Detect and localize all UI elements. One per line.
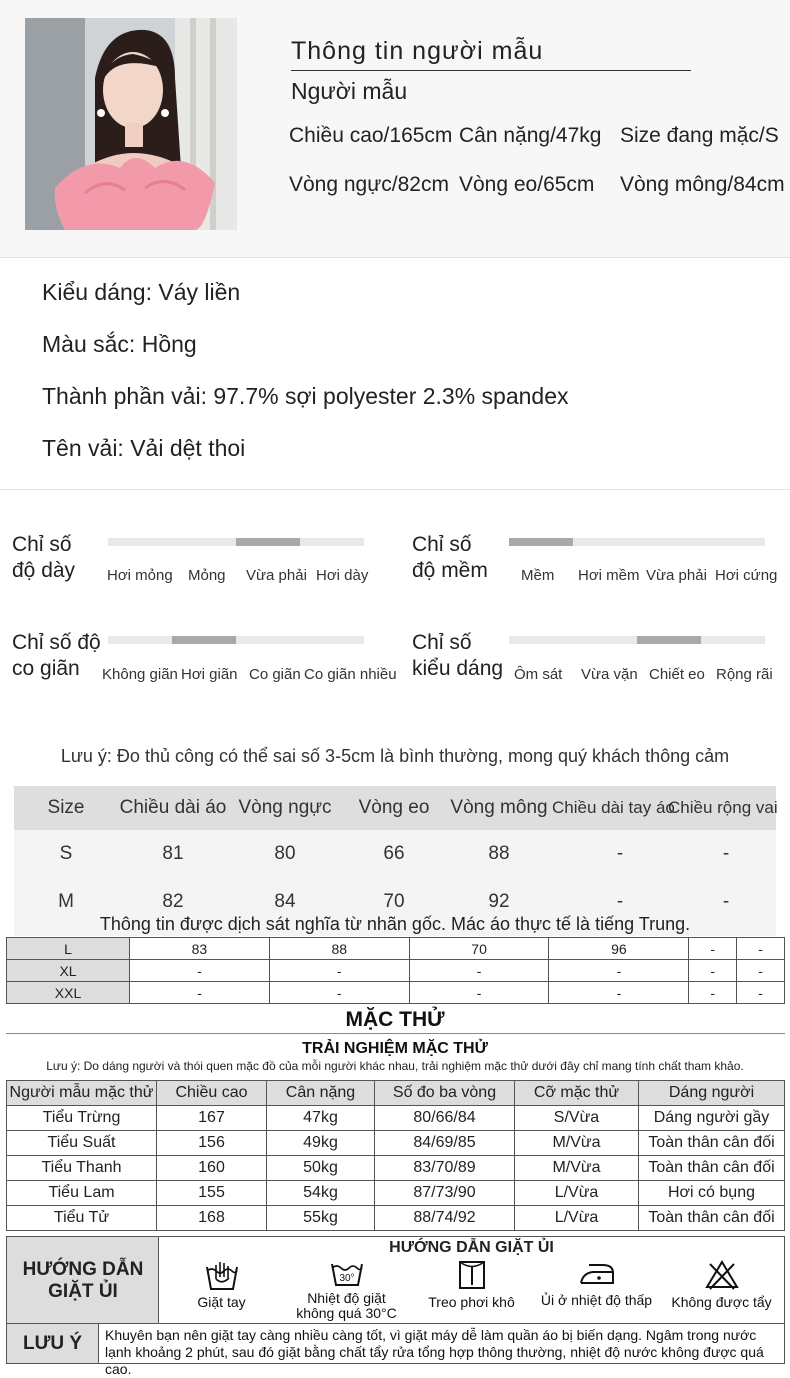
softness-label-2: Hơi mềm (578, 567, 640, 584)
size-cell: L (7, 938, 130, 960)
fit-scale (509, 636, 765, 644)
attr-fabric: Tên vải: Vải dệt thoi (42, 435, 246, 461)
size-cell: 88 (269, 938, 409, 960)
wash-temp-badge: 30° (338, 1273, 355, 1284)
size-row (7, 938, 785, 960)
wash-item-hand (159, 1259, 284, 1310)
tryon-note: Lưu ý: Do dáng người và thói quen mặc đồ của mỗi người khác nhau, trải nghiệm mặc thử dưới đây chỉ mang tính chất tham khảo. (46, 1059, 744, 1073)
tryon-cell: Tiểu Trừng (7, 1106, 157, 1131)
size-cell: 83 (130, 938, 270, 960)
wash-item-linedry (409, 1259, 534, 1310)
size-row (7, 960, 785, 982)
translation-note: Thông tin được dịch sát nghĩa từ nhãn gốc. Mác áo thực tế là tiếng Trung. (99, 914, 691, 934)
stretch-scale (108, 636, 364, 644)
fit-label-2: Vừa vặn (581, 666, 638, 683)
size-cell: 81 (162, 843, 184, 864)
model-weight: Cân nặng/47kg (459, 124, 602, 147)
softness-index-title (412, 532, 488, 584)
thickness-label-3: Vừa phải (246, 567, 307, 584)
size-cell: S (59, 843, 73, 864)
tryon-cell: Tiểu Suất (7, 1131, 157, 1156)
size-cell: 70 (383, 891, 405, 912)
wash-guide (6, 1236, 785, 1324)
header-cell: Người mẫu mặc thử (7, 1081, 157, 1106)
wash-item-label: Giặt tay (197, 1294, 246, 1310)
size-cell: - (616, 891, 624, 912)
model-hip: Vòng mông/84cm (620, 173, 785, 196)
tryon-cell: 168 (157, 1206, 267, 1231)
tryon-row (7, 1131, 785, 1156)
thickness-label-2: Mỏng (188, 567, 226, 584)
model-waist: Vòng eo/65cm (459, 173, 595, 196)
tryon-header-row (7, 1081, 785, 1106)
size-cell: 84 (274, 891, 296, 912)
care-notice (6, 1324, 785, 1377)
size-cell: - (549, 960, 689, 982)
tryon-cell: Toàn thân cân đối (639, 1131, 785, 1156)
tryon-cell: M/Vừa (515, 1131, 639, 1156)
header-cell: Cỡ mặc thử (515, 1081, 639, 1106)
fabric-index-section (0, 490, 790, 735)
tryon-cell: 88/74/92 (375, 1206, 515, 1231)
wash-30-icon (329, 1259, 365, 1287)
selected-segment (172, 636, 236, 644)
size-cell: XXL (7, 982, 130, 1004)
header-cell: Vòng eo (358, 797, 430, 818)
tryon-cell: Tiểu Tử (7, 1206, 157, 1231)
model-height: Chiều cao/165cm (289, 124, 453, 147)
title-line-1: Chỉ số (412, 631, 472, 654)
stretch-index-title (12, 630, 101, 682)
tryon-cell: 87/73/90 (375, 1181, 515, 1206)
size-cell: - (409, 982, 549, 1004)
stretch-label-4: Co giãn nhiều (304, 666, 397, 683)
header-cell: Chiều rộng vai (668, 798, 778, 817)
wash-item-iron (534, 1259, 659, 1308)
tryon-cell: 155 (157, 1181, 267, 1206)
attr-color: Màu sắc: Hồng (42, 331, 197, 357)
care-notice-text: Khuyên bạn nên giặt tay càng nhiều càng tốt, vì giặt máy dễ làm quần áo bị biến dạng. Ngâm trong nước lạnh khoảng 2 phút, sau đó giặt bằng chất tẩy rửa tổng hợp thông thường, nhiệt độ nước không được quá cao. (105, 1327, 764, 1377)
tryon-cell: Dáng người gầy (639, 1106, 785, 1131)
tryon-subtitle: TRẢI NGHIỆM MẶC THỬ (302, 1040, 488, 1057)
tryon-table (6, 1080, 785, 1231)
tryon-row (7, 1181, 785, 1206)
size-cell: 80 (274, 843, 296, 864)
tryon-cell: 84/69/85 (375, 1131, 515, 1156)
wash-item-30 (284, 1259, 409, 1321)
title-line-1: Chỉ số độ (12, 631, 101, 654)
size-cell: - (722, 891, 730, 912)
size-cell: - (737, 960, 785, 982)
model-size: Size đang mặc/S (620, 124, 779, 147)
tryon-cell: Tiểu Thanh (7, 1156, 157, 1181)
iron-low-icon (577, 1259, 617, 1289)
size-cell: 96 (549, 938, 689, 960)
wash-item-label: Không được tẩy (671, 1294, 772, 1310)
model-info-section (0, 0, 790, 258)
title-line-2: co giãn (12, 657, 80, 680)
title-line-2: độ mềm (412, 559, 488, 582)
tryon-cell: 54kg (267, 1181, 375, 1206)
size-chart-header (14, 786, 776, 830)
stretch-label-2: Hơi giãn (181, 666, 238, 683)
wash-item-label-2: không quá 30°C (296, 1305, 397, 1321)
tryon-cell: 160 (157, 1156, 267, 1181)
no-bleach-icon (704, 1259, 740, 1291)
fit-index-title (412, 630, 503, 682)
header-cell: Chiều dài tay áo (552, 798, 675, 817)
wash-item-label: Treo phơi khô (428, 1294, 515, 1310)
size-cell: 66 (383, 843, 405, 864)
thickness-scale (108, 538, 364, 546)
tryon-cell: 83/70/89 (375, 1156, 515, 1181)
model-subtitle: Người mẫu (291, 78, 408, 104)
label-line-2: GIẶT ỦI (48, 1281, 118, 1302)
size-cell: 70 (409, 938, 549, 960)
wash-guide-title: HƯỚNG DẪN GIẶT ỦI (389, 1239, 554, 1256)
label-line-1: HƯỚNG DẪN (22, 1259, 144, 1280)
header-cell: Vòng mông (450, 797, 548, 818)
tryon-title: MẶC THỬ (345, 1008, 445, 1031)
attr-style: Kiểu dáng: Váy liền (42, 279, 241, 305)
title-divider (291, 70, 691, 71)
tryon-cell: Toàn thân cân đối (639, 1156, 785, 1181)
size-cell: - (689, 960, 737, 982)
tryon-cell: S/Vừa (515, 1106, 639, 1131)
softness-label-4: Hơi cứng (715, 567, 778, 584)
model-avatar (25, 18, 237, 230)
size-row (7, 982, 785, 1004)
header-cell: Dáng người (639, 1081, 785, 1106)
stretch-label-1: Không giãn (102, 666, 178, 683)
size-cell: - (269, 982, 409, 1004)
header-cell: Số đo ba vòng (375, 1081, 515, 1106)
wash-item-label: Nhiệt độ giặt (307, 1290, 386, 1306)
fit-label-4: Rộng rãi (716, 666, 773, 683)
model-photo (25, 18, 237, 230)
softness-label-1: Mềm (521, 567, 555, 584)
model-bust: Vòng ngực/82cm (289, 173, 449, 196)
fit-label-1: Ôm sát (514, 666, 563, 683)
stretch-label-3: Co giãn (249, 666, 301, 683)
model-info-title: Thông tin người mẫu (291, 37, 544, 65)
size-cell: - (409, 960, 549, 982)
title-line-2: độ dày (12, 559, 76, 582)
wash-guide-label (7, 1237, 159, 1323)
tryon-row (7, 1106, 785, 1131)
size-cell: XL (7, 960, 130, 982)
tryon-row (7, 1206, 785, 1231)
size-cell: - (549, 982, 689, 1004)
selected-segment (236, 538, 300, 546)
care-notice-label: LƯU Ý (7, 1324, 99, 1363)
wash-guide-label-text (7, 1259, 159, 1303)
fit-label-3: Chiết eo (649, 666, 705, 683)
header-cell: Vòng ngực (238, 797, 332, 818)
thickness-label-1: Hơi mỏng (107, 567, 173, 584)
size-cell: - (269, 960, 409, 982)
tryon-cell: Hơi có bụng (639, 1181, 785, 1206)
tryon-cell: Toàn thân cân đối (639, 1206, 785, 1231)
tryon-row (7, 1156, 785, 1181)
size-cell: M (58, 891, 74, 912)
size-cell: - (616, 843, 624, 864)
size-cell: - (689, 938, 737, 960)
tryon-cell: M/Vừa (515, 1156, 639, 1181)
tryon-cell: 49kg (267, 1131, 375, 1156)
size-chart-extended (6, 937, 785, 1004)
tryon-cell: 167 (157, 1106, 267, 1131)
title-line-1: Chỉ số (412, 533, 472, 556)
tryon-cell: 80/66/84 (375, 1106, 515, 1131)
thickness-label-4: Hơi dày (316, 567, 369, 584)
size-cell: - (130, 982, 270, 1004)
line-dry-icon (457, 1259, 487, 1291)
size-cell: 88 (488, 843, 510, 864)
tryon-cell: 156 (157, 1131, 267, 1156)
tryon-cell: Tiểu Lam (7, 1181, 157, 1206)
size-cell: - (722, 843, 730, 864)
title-line-2: kiểu dáng (412, 657, 504, 680)
header-cell: Cân nặng (267, 1081, 375, 1106)
softness-label-3: Vừa phải (646, 567, 707, 584)
size-cell: - (130, 960, 270, 982)
tryon-cell: 50kg (267, 1156, 375, 1181)
size-row (14, 832, 776, 876)
tryon-cell: L/Vừa (515, 1206, 639, 1231)
tryon-cell: L/Vừa (515, 1181, 639, 1206)
size-cell: 92 (488, 891, 510, 912)
header-cell: Chiều dài áo (119, 797, 227, 818)
selected-segment (509, 538, 573, 546)
size-cell: 82 (162, 891, 184, 912)
tryon-divider (6, 1033, 785, 1034)
thickness-index-title (12, 532, 75, 584)
selected-segment (637, 636, 701, 644)
tryon-cell: 55kg (267, 1206, 375, 1231)
size-cell: - (689, 982, 737, 1004)
size-cell: - (737, 938, 785, 960)
hand-wash-icon (204, 1259, 240, 1291)
title-line-1: Chỉ số (12, 533, 72, 556)
softness-scale (509, 538, 765, 546)
attr-composition: Thành phần vải: 97.7% sợi polyester 2.3% spandex (42, 383, 569, 409)
product-attributes-section (0, 258, 790, 490)
measurement-note: Lưu ý: Đo thủ công có thể sai số 3-5cm là bình thường, mong quý khách thông cảm (60, 746, 730, 766)
size-cell: - (737, 982, 785, 1004)
tryon-cell: 47kg (267, 1106, 375, 1131)
header-cell: Size (47, 797, 85, 818)
wash-item-label: Ủi ở nhiệt độ thấp (540, 1292, 653, 1308)
wash-item-nobleach (659, 1259, 784, 1310)
header-cell: Chiều cao (157, 1081, 267, 1106)
